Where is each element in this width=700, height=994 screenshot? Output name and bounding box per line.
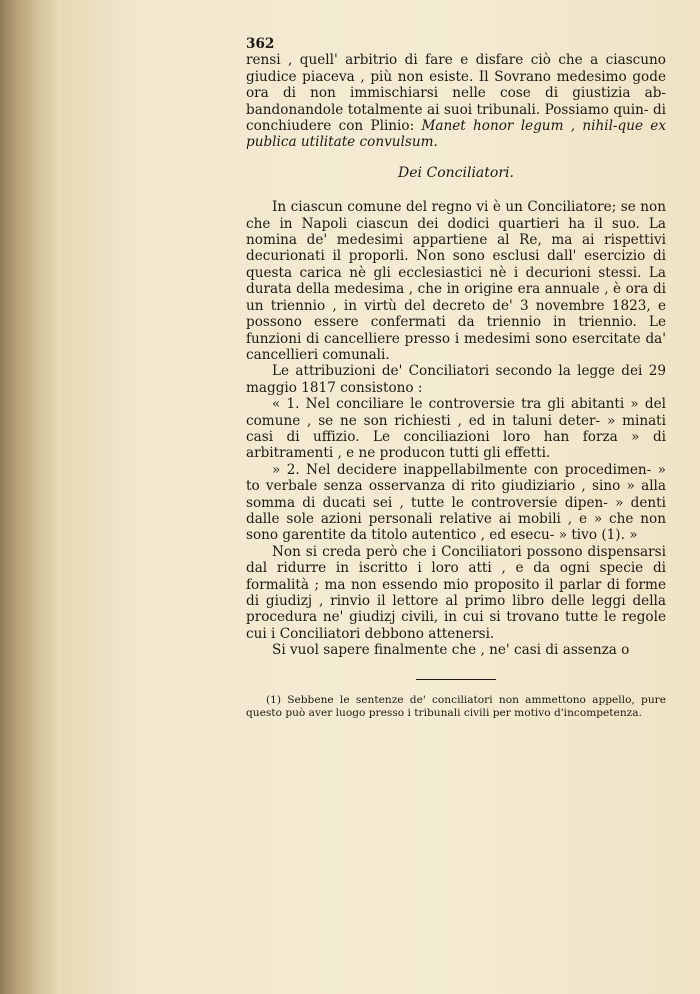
- paragraph-3: Non si creda però che i Conciliatori possono dispensarsi dal ridurre in iscritto i loro atti , e da ogni specie di formalità ; ma non essendo mio proposito il parlar di forme di giudizj , rinvio il lettore al primo libro delle leggi della procedura ne' giudizj civili, in cui si trovano tutte le regole cui i Conciliatori debbono attenersi.: [246, 543, 666, 642]
- page-text-block: [246, 36, 666, 720]
- footnote-text: (1) Sebbene le sentenze de' conciliatori non ammettono appello, pure questo può aver luogo presso i tribunali civili per motivo d'incompetenza.: [246, 693, 666, 719]
- opening-line-3: gode ora di non immischiarsi nelle cose di giustizia ab-: [246, 68, 666, 102]
- book-spine-shadow: [0, 0, 62, 994]
- paragraph-4: Si vuol sapere finalmente che , ne' casi di assenza o: [272, 642, 630, 659]
- opening-line-5: di conchiudere con Plinio:: [246, 101, 666, 135]
- opening-line-1: rensi , quell' arbitrio di fare e disfare ciò che a ciascuno: [246, 52, 666, 69]
- opening-paragraph: [246, 52, 666, 150]
- opening-line-2: giudice piaceva , più non esiste. Il Sovrano medesimo: [246, 68, 627, 85]
- section-heading: Dei Conciliatori.: [398, 164, 514, 181]
- latin-quote: Manet honor legum , nihil-que ex publica utilitate convulsum.: [246, 118, 667, 151]
- quoted-article-1: « 1. Nel conciliare le controversie tra gli abitanti » del comune , se ne son richiesti , ed in taluni deter- » minati casi di uffizio. Le conciliazioni loro han forza » di arbitramenti , e ne producon tutti gli effetti.: [246, 396, 666, 462]
- quoted-article-2: » 2. Nel decidere inappellabilmente con procedimen- » to verbale senza osservanza di rito giudiziario , sino » alla somma di ducati sei , tutte le controversie dipen- » denti dalle sole azioni personali relative ai mobili , e » che non sono garentite da titolo autentico , ed esecu- » tivo (1). »: [246, 461, 666, 544]
- footnote: [246, 694, 666, 720]
- page-number: 362: [246, 36, 275, 52]
- footnote-divider: [416, 679, 496, 680]
- paragraph-1: In ciascun comune del regno vi è un Conciliatore; se non che in Napoli ciascun dei dodici quartieri ha il suo. La nomina de' medesimi appartiene al Re, ma ai rispettivi decurionati il proporli. Non sono esclusi dall' esercizio di questa carica nè gli ecclesiastici nè i decurioni stessi. La durata della medesima , che in origine era annuale , è ora di un triennio , in virtù del decreto de' 3 novembre 1823, e possono essere confermati da triennio in triennio. Le funzioni di cancelliere presso i medesimi sono esercitate da' cancellieri comunali.: [246, 199, 666, 363]
- paragraph-2: Le attribuzioni de' Conciliatori secondo la legge dei 29 maggio 1817 consistono :: [246, 363, 666, 396]
- opening-line-4: bandonandole totalmente ai suoi tribunali. Possiamo quin-: [246, 101, 649, 118]
